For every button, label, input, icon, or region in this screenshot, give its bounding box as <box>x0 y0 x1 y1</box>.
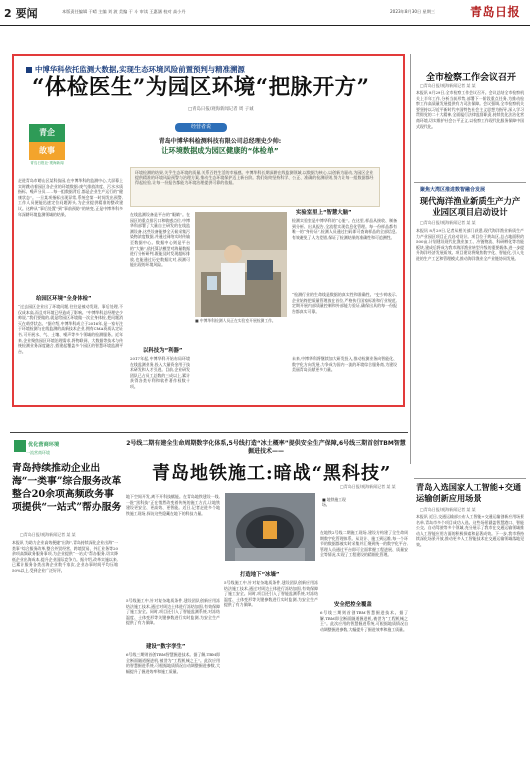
side-body: 本报讯 为助力企业高效便捷“出海”,青岛持续深化企业出海“一类事”综合服务改革,整合外贸经营、跨境贸易、外汇业务等20余项高频政务服务事项,为企业提供“一站式”帮办服务,切实降低企业出海成本,提升企业国际竞争力。据介绍,改革实施以来,已累计服务各类出海企业数千家次,企业办事时间平均压缩50%以上,受到企业广泛好评。 <box>12 540 118 573</box>
main-headline: “体检医生”为园区环境“把脉开方” <box>32 75 370 100</box>
bottom-headline: 青岛地铁施工:暗战“黑科技” <box>152 463 392 484</box>
bottom-text-e: 5号线施工中,针对复杂地质条件,建设团队创新应用冻结法施工技术,通过对周边土体进行冻结加固,有效保障了施工安全。同时,项目还引入了智能监测系统,对冻结温度、土体变形等关键参数进行实时监测,为安全生产提供了有力保障。 <box>224 580 318 608</box>
main-kicker: 中博华科依托监测大数据,实现生态环境风险前置预判与精准溯源 <box>26 64 386 75</box>
badge-bottom-label: 故事 <box>29 142 65 160</box>
side-tag-sub: 一流营商环境 <box>26 450 50 455</box>
main-col3-text-a: 检测实验室是中博华科的“心脏”。在这里,样品从接收、制备到分析、出具报告,全流程实现信息化管理。每一份样品都有唯一的“身份证”,检测人员通过扫码即可查询样品的全部信息,有效避免了人为差错,保证了检测结果的准确性和可追溯性。 <box>292 218 397 240</box>
badge-top-label: 青企 <box>29 124 65 142</box>
subway-photo-caption: ■ 地铁施工现场。 <box>322 497 346 508</box>
deck-quote: 让环境数据成为园区健康的“体检单” <box>161 146 279 155</box>
main-col1-text-a: 走进青岛市崂山区某科技园,在中博华科的监测中心,大屏幕上实时跳动着园区各企业的环境数据:废气排放浓度、污水水质指标、噪声分贝……每一组数据背后,都是企业生产运行的“健康状态”。一旦某项指标出现异常,系统会第一时间发出预警,工作人员便能迅速定位问题源头,为企业提供精准的整改建议。这种从“事后处置”到“事前预防”的转变,正是中博华科多年深耕环境监测领域的结果。 <box>18 178 123 217</box>
right-headline-1: 全市检察工作会议召开 <box>425 73 516 83</box>
bottom-subhead-3: 安全把控全覆盖 <box>334 602 372 608</box>
main-col3-text-b: “检测行业的生命线是数据的真实性和准确性。”史少帅表示,企业始终把质量管理放在首位,严格执行国家标准和行业规范,定期开展内部质量控制和外部能力验证,确保出具的每一份报告都真实可靠。 <box>292 292 397 314</box>
bottom-kicker: 2号线二期有建全生命周期数字化体系,5号线打造“冰土概率”提供安全生产保障,6号线三期首创TBM智慧掘进技术—— <box>126 440 406 455</box>
subway-photo <box>225 493 315 561</box>
side-tag-label: 优化营商环境 <box>28 442 60 448</box>
tag-marker-icon <box>14 440 26 452</box>
issue-date: 2023年8月30日 星期三 <box>390 9 436 14</box>
newspaper-logo: 青岛日报 <box>470 5 521 19</box>
main-col1-text-b: “过去园区企业出了环境问题,往往是被动发现、事后处理,不仅成本高,而且对环境已经造成了影响。”中博华科总经理史少帅说,“我们要做的,就是给园区环境做一次全身体检,把问题消灭在萌芽状态。”据介绍,中博华科成立于2016年,是一家专注于环境检测与在线监测的高新技术企业,拥有CMA资质认定证书,可开展水、气、土壤、噪声等多个领域的检测服务。近年来,企业聚焦园区环境治理需求,将物联网、大数据等技术与传统检测业务深度融合,搭建起覆盖多个园区的智慧环境监测平台。 <box>18 304 123 354</box>
column-badge <box>29 124 65 170</box>
bottom-text-d: 6号线三期则首创TBM智慧掘进技术。据了解,TBM即全断面隧道掘进机,被誉为“工程机械之王”。此次应用的智慧掘进系统,可根据地质情况自动调整掘进参数,大幅提升了掘进效率和施工质量。 <box>126 652 220 674</box>
bottom-byline: □青岛日报/观海新闻记者 某 某 <box>340 484 396 489</box>
right-headline-2: 现代海洋渔业新质生产力产业园区项目启动设计 <box>419 196 521 217</box>
bottom-text-a: 地下空间开发,离不开科技赋能。在青岛地铁建设一线,一批“黑科技”正在悄然改变着传统的施工方式,让地铁建设更安全、更高效、更智能。近日,记者走进多个地铁施工现场,探访这些隐藏在地下的科技力量。 <box>126 494 220 516</box>
right-byline-2: □青岛日报/观海新闻记者 某 某 <box>420 220 476 225</box>
right-body-1: 本报讯 8月29日,全市检察工作会议召开。会议总结全市检察机关上半年工作,分析当前形势,部署下一阶段重点任务,为推动检察工作高质量发展提供有力司法保障。会议强调,全市检察机关要坚持以习近平新时代中国特色社会主义思想为指导,深入学习贯彻党的二十大精神,全面履行法律监督职责,持续优化法治化营商环境,切实维护社会公平正义,以检察工作现代化服务保障中国式现代化。 <box>416 90 524 129</box>
right-byline-3: □青岛日报/观海新闻记者 某 某 <box>420 507 476 512</box>
lab-photo-illustration <box>195 212 287 317</box>
right-body-2: 本报讯 8月29日,记者从相关部门获悉,现代海洋渔业新质生产力产业园区项目正式启动设计。项目位于黄岛区,总占地面积约500亩,计划建设现代化渔业加工、冷链物流、科研孵化等功能板块,建成后将成为我市海洋渔业转型升级的重要载体,进一步提升海洋经济发展质效。项目建设将聚焦数字化、智能化,引入先进的生产工艺和管理模式,推动海洋渔业全产业链协同发展。 <box>416 228 524 261</box>
main-col3-text-c: 未来,中博华科将继续加大研发投入,推动检测业务向智能化、数字化方向发展,力争成为国内一流的环境综合服务商,为建设美丽青岛贡献更多力量。 <box>292 356 397 373</box>
subway-photo-illustration <box>225 493 315 561</box>
interview-tag: 经营者说 <box>175 123 227 132</box>
right-body-3: 本报讯 近日,交通运输部公布人工智能+交通运输创新应用场景名单,青岛市多个项目成功入选。这些场景涵盖智慧港口、智能公交、自动驾驶等多个领域,充分展示了我市在交通运输领域推动人工智能应用方面的积极探索和显著成效。下一步,我市将持续深化场景开放,推动更多人工智能技术在交通运输领域落地见效。 <box>416 514 524 547</box>
lab-photo-caption: ■ 中博华科检测人员正在实验室开展检测工作。 <box>195 318 276 323</box>
side-byline: □青岛日报/观海新闻记者 某 某 <box>20 532 76 537</box>
bottom-subhead-1: 建设“数字孪生” <box>146 644 186 650</box>
bottom-text-f: 6号线三期则首创TBM智慧掘进技术。据了解,TBM即全断面隧道掘进机,被誉为“工程机械之王”。此次应用的智慧掘进系统,可根据地质情况自动调整掘进参数,大幅提升了掘进效率和施工质量。 <box>320 610 408 632</box>
bottom-section-rule <box>10 432 408 433</box>
masthead <box>0 0 530 26</box>
badge-sub-label: 青岛日报社·观海新闻 <box>30 161 64 165</box>
section-name: 要闻 <box>15 7 38 20</box>
editor-credits: 本版责任编辑 于晴 主编 刘 波 美编 于 斗 审读 王惠涵 校对 高小丹 <box>62 9 186 14</box>
bottom-text-b: 在地铁2号线二期施工现场,建设方构建了全生命周期数字化管理体系。从设计、施工到运维,每一个环节的数据都被实时采集并汇聚到统一的数字化平台,管理人员通过平台即可全面掌握工程进展、质量安全等情况,实现了工程建设的精细化管理。 <box>320 530 408 558</box>
main-col2-subhead: 以科技为“利器” <box>143 348 183 354</box>
right-kicker-2: 聚焦大湾区推进数智融合发展 <box>420 187 486 193</box>
main-col3-subhead: 实验室里上“智慧大脑” <box>296 210 352 216</box>
bottom-subhead-2: 打造地下“冰墙” <box>240 572 280 578</box>
right-rule-2 <box>414 478 526 479</box>
side-headline: 青岛持续推动企业出海“一类事”综合服务改革 整合20余项高频政务事项提供“一站式”帮办服务 <box>12 463 122 513</box>
column-divider <box>410 54 411 464</box>
bottom-text-c: 5号线施工中,针对复杂地质条件,建设团队创新应用冻结法施工技术,通过对周边土体进行冻结加固,有效保障了施工安全。同时,项目还引入了智能监测系统,对冻结温度、土体变形等关键参数进行实时监测,为安全生产提供了有力保障。 <box>126 598 220 626</box>
lab-photo <box>195 212 287 317</box>
main-col1-subhead: 给园区环境“全身体检” <box>36 296 92 302</box>
right-headline-3: 青岛入选国家人工智能+交通运输创新应用场景 <box>416 482 522 503</box>
page-number: 2 要闻 <box>4 7 38 20</box>
main-col2-text-b: 2017年起,中博华科开始布局环境在线监测业务,投入大量资金用于技术研发和人才引进。目前,企业研发团队已占员工总数的三成以上,累计获得各类专利和软件著作权数十项。 <box>130 356 190 389</box>
right-byline-1: □青岛日报/观海新闻记者 某 某 <box>420 83 476 88</box>
deck-speaker: 青岛中博华科检测科技有限公司总经理史少帅: <box>158 138 282 145</box>
main-byline: □青岛日报/观海新闻记者 周 子诚 <box>188 107 254 112</box>
intro-box: 环境检测的结果,关乎生态环境的质量,关系百姓生活的幸福感。中博华科长期深耕在线监测领域,以数据为核心,以创新为驱动,为园区企业提供精准的环境风险预警与治理方案,推动生态环境保护迈上新台阶。我们始终坚持科学、公正、准确的检测原则,努力让每一组数据都经得起检验,让每一份报告都能为环境治理提供可靠的依据。 <box>130 167 380 207</box>
main-col2-text-a: 在线监测设备是平台的“眼睛”。在园区的重点排污口和敏感点位,中博华科部署了大量自主研发的在线监测设备,这些设备能够全天候采集污染物浓度数据,并通过网络实时传输至数据中心。数据中心则是平台的“大脑”,依托算法模型对海量数据进行分析研判,既能及时发现超标排放,也能通过历史数据比对,预测可能出现的环境风险。 <box>130 212 190 268</box>
right-rule-1 <box>414 182 526 183</box>
